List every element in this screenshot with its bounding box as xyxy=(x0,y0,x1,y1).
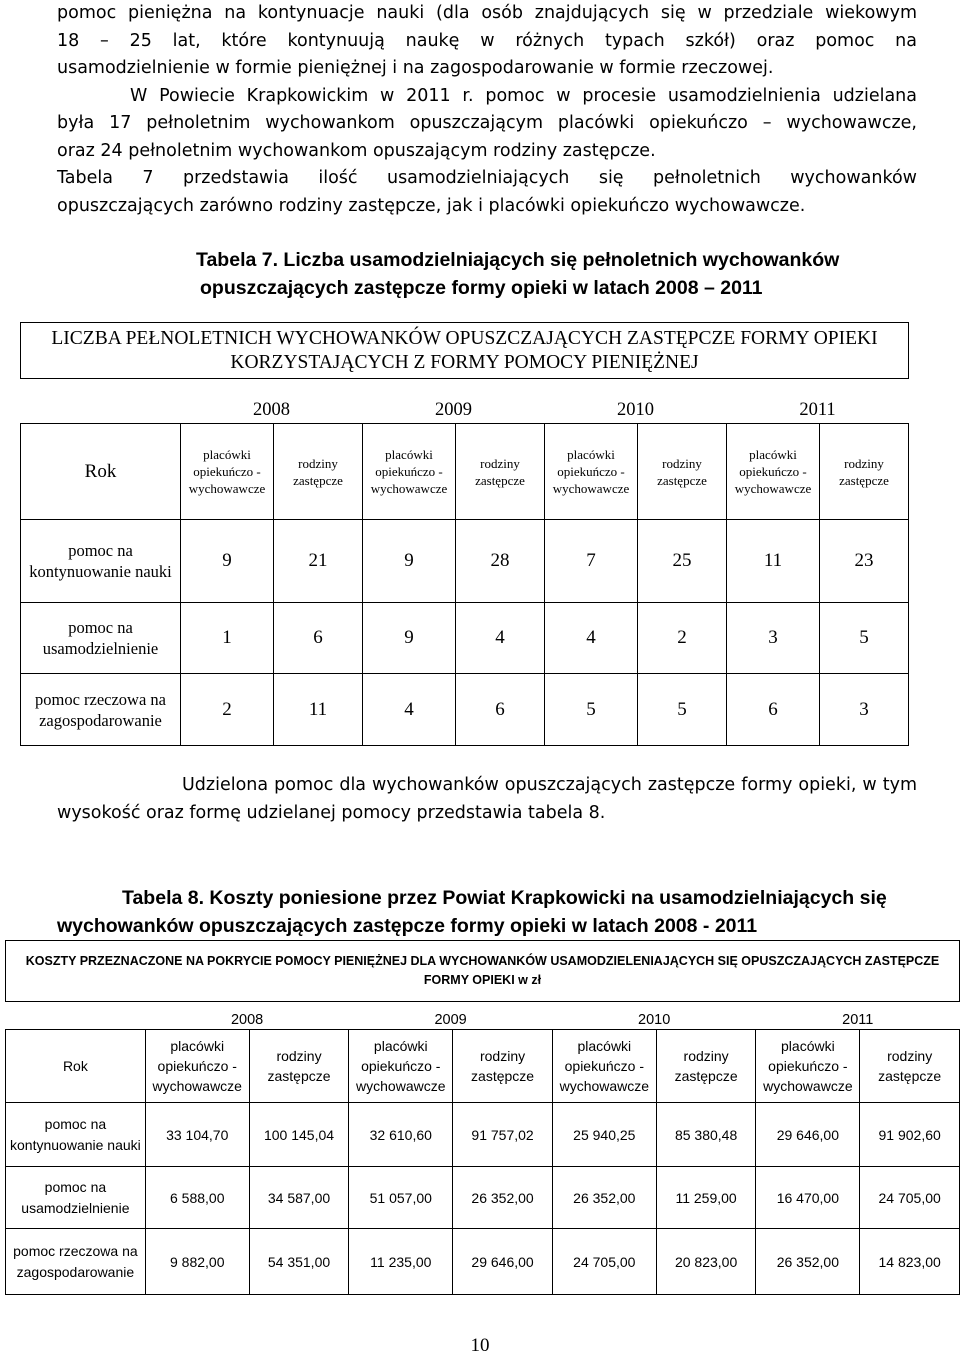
table7-caption-line1: Tabela 7. Liczba usamodzielniających się pełnoletnich wychowanków xyxy=(196,249,840,271)
table7-corner xyxy=(21,379,181,424)
table7-cell: 9 xyxy=(363,603,456,674)
table7-cell: 21 xyxy=(274,520,363,603)
intro-paragraph xyxy=(57,0,917,83)
table7-sub-rodziny: rodziny zastępcze xyxy=(274,424,363,520)
table7-cell: 28 xyxy=(456,520,545,603)
table-row xyxy=(21,603,909,674)
page-number: 10 xyxy=(470,1335,490,1356)
table7-cell: 7 xyxy=(545,520,638,603)
table8-sub-rodziny: rodziny zastępcze xyxy=(249,1030,349,1103)
table8-caption-line2: wychowanków opuszczających zastępcze formy opieki w latach 2008 - 2011 xyxy=(57,915,758,937)
intro-line: Tabela 7 przedstawia ilość usamodzielniających się pełnoletnich wychowanków xyxy=(57,168,917,189)
table8-cell: 16 470,00 xyxy=(756,1167,860,1229)
table8-cell: 91 757,02 xyxy=(453,1103,553,1167)
table7-sub-rodziny: rodziny zastępcze xyxy=(638,424,727,520)
table8-row-label: pomoc na kontynuowanie nauki xyxy=(6,1103,146,1167)
middle-line: wysokość oraz formę udzielanej pomocy przedstawia tabela 8. xyxy=(57,803,606,823)
table7-row-label: pomoc rzeczowa na zagospodarowanie xyxy=(21,674,181,746)
table8-cell: 100 145,04 xyxy=(249,1103,349,1167)
table8-cell: 26 352,00 xyxy=(453,1167,553,1229)
table8-year: 2011 xyxy=(756,1002,960,1030)
table7-cell: 9 xyxy=(181,520,274,603)
table8-cell: 29 646,00 xyxy=(756,1103,860,1167)
table8-cell: 20 823,00 xyxy=(656,1229,756,1295)
table8-cell: 32 610,60 xyxy=(349,1103,453,1167)
table-row xyxy=(6,1167,960,1229)
table7-cell: 25 xyxy=(638,520,727,603)
table8-year: 2010 xyxy=(552,1002,756,1030)
table7-cell: 6 xyxy=(456,674,545,746)
intro-line: była 17 pełnoletnim wychowankom opuszczającym placówki opiekuńczo – wychowawcze, xyxy=(57,113,917,133)
table8-cell: 24 705,00 xyxy=(860,1167,960,1229)
table7-cell: 3 xyxy=(727,603,820,674)
table8-row-label: pomoc na usamodzielnienie xyxy=(6,1167,146,1229)
middle-line: Udzielona pomoc dla wychowanków opuszczających zastępcze formy opieki, w tym xyxy=(182,775,917,795)
table7-rok-label: Rok xyxy=(21,424,181,520)
table7-row-label: pomoc na usamodzielnienie xyxy=(21,603,181,674)
table8 xyxy=(5,940,960,1295)
table-row xyxy=(21,674,909,746)
table8-cell: 25 940,25 xyxy=(552,1103,656,1167)
table8-sub-placowki: placówki opiekuńczo - wychowawcze xyxy=(145,1030,249,1103)
table7-sub-rodziny: rodziny zastępcze xyxy=(456,424,545,520)
table8-corner xyxy=(6,1002,146,1030)
intro-line: pomoc pieniężna na kontynuacje nauki (dla osób znajdujących się w przedziale wiekowym xyxy=(57,3,917,23)
table7-cell: 9 xyxy=(363,520,456,603)
table7-cell: 5 xyxy=(545,674,638,746)
table8-cell: 6 588,00 xyxy=(145,1167,249,1229)
table8-sub-rodziny: rodziny zastępcze xyxy=(860,1030,960,1103)
table8-cell: 26 352,00 xyxy=(756,1229,860,1295)
table7-year: 2010 xyxy=(545,379,727,424)
table8-cell: 11 235,00 xyxy=(349,1229,453,1295)
table7-sub-placowki: placówki opiekuńczo - wychowawcze xyxy=(181,424,274,520)
table8-sub-placowki: placówki opiekuńczo - wychowawcze xyxy=(349,1030,453,1103)
middle-paragraph-2 xyxy=(57,800,917,828)
table7-cell: 11 xyxy=(727,520,820,603)
table8-year: 2008 xyxy=(145,1002,349,1030)
middle-paragraph xyxy=(182,772,917,800)
table8-cell: 14 823,00 xyxy=(860,1229,960,1295)
table8-cell: 33 104,70 xyxy=(145,1103,249,1167)
table-row xyxy=(21,520,909,603)
table7-cell: 6 xyxy=(727,674,820,746)
table8-cell: 11 259,00 xyxy=(656,1167,756,1229)
table8-row-label: pomoc rzeczowa na zagospodarowanie xyxy=(6,1229,146,1295)
intro-line: W Powiecie Krapkowickim w 2011 r. pomoc w procesie usamodzielnienia udzielana xyxy=(130,86,917,106)
table7-row-label: pomoc na kontynuowanie nauki xyxy=(21,520,181,603)
table7-cell: 5 xyxy=(820,603,909,674)
table8-cell: 91 902,60 xyxy=(860,1103,960,1167)
table7-sub-placowki: placówki opiekuńczo - wychowawcze xyxy=(545,424,638,520)
table7-heading: LICZBA PEŁNOLETNICH WYCHOWANKÓW OPUSZCZAJĄCYCH ZASTĘPCZE FORMY OPIEKI KORZYSTAJĄCYCH Z FORMY POMOCY PIENIĘŻNEJ xyxy=(21,323,909,379)
table7-cell: 23 xyxy=(820,520,909,603)
table7-cell: 2 xyxy=(181,674,274,746)
table8-cell: 24 705,00 xyxy=(552,1229,656,1295)
table7-year: 2009 xyxy=(363,379,545,424)
table8-heading: KOSZTY PRZEZNACZONE NA POKRYCIE POMOCY PIENIĘŻNEJ DLA WYCHOWANKÓW USAMODZIELENIAJĄCYCH SIĘ OPUSZCZAJĄCYCH ZASTĘPCZE FORMY OPIEKI w zł xyxy=(6,941,960,1002)
intro-line: 18 – 25 lat, które kontynuują naukę w różnych typach szkół) oraz pomoc na xyxy=(57,30,917,51)
table7-cell: 6 xyxy=(274,603,363,674)
table8-cell: 29 646,00 xyxy=(453,1229,553,1295)
table8-cell: 85 380,48 xyxy=(656,1103,756,1167)
table8-year: 2009 xyxy=(349,1002,553,1030)
table8-rok-label: Rok xyxy=(6,1030,146,1103)
intro-paragraph-3 xyxy=(57,110,917,220)
table8-cell: 51 057,00 xyxy=(349,1167,453,1229)
table8-caption-line1: Tabela 8. Koszty poniesione przez Powiat Krapkowicki na usamodzielniających się xyxy=(122,887,887,909)
table7-cell: 2 xyxy=(638,603,727,674)
table7-sub-placowki: placówki opiekuńczo - wychowawcze xyxy=(727,424,820,520)
table8-sub-rodziny: rodziny zastępcze xyxy=(656,1030,756,1103)
table7-year: 2008 xyxy=(181,379,363,424)
intro-line: opuszczających zarówno rodziny zastępcze, jak i placówki opiekuńczo wychowawcze. xyxy=(57,195,806,216)
table7-cell: 5 xyxy=(638,674,727,746)
table8-cell: 9 882,00 xyxy=(145,1229,249,1295)
table-row xyxy=(6,1229,960,1295)
table7-caption-line2: opuszczających zastępcze formy opieki w latach 2008 – 2011 xyxy=(200,277,763,299)
table8-cell: 54 351,00 xyxy=(249,1229,349,1295)
table8-cell: 34 587,00 xyxy=(249,1167,349,1229)
table7-cell: 3 xyxy=(820,674,909,746)
table7-year: 2011 xyxy=(727,379,909,424)
table7-sub-placowki: placówki opiekuńczo - wychowawcze xyxy=(363,424,456,520)
table7 xyxy=(20,322,909,746)
table7-cell: 11 xyxy=(274,674,363,746)
intro-paragraph-2 xyxy=(130,83,917,111)
table7-cell: 4 xyxy=(545,603,638,674)
intro-line: oraz 24 pełnoletnim wychowankom opuszającym rodziny zastępcze. xyxy=(57,140,656,161)
table8-sub-rodziny: rodziny zastępcze xyxy=(453,1030,553,1103)
table8-sub-placowki: placówki opiekuńczo - wychowawcze xyxy=(756,1030,860,1103)
intro-line: usamodzielnienie w formie pieniężnej i na zagospodarowanie w formie rzeczowej. xyxy=(57,58,774,79)
table8-sub-placowki: placówki opiekuńczo - wychowawcze xyxy=(552,1030,656,1103)
table-row xyxy=(6,1103,960,1167)
table7-cell: 1 xyxy=(181,603,274,674)
table7-sub-rodziny: rodziny zastępcze xyxy=(820,424,909,520)
table7-cell: 4 xyxy=(363,674,456,746)
table8-cell: 26 352,00 xyxy=(552,1167,656,1229)
table7-cell: 4 xyxy=(456,603,545,674)
